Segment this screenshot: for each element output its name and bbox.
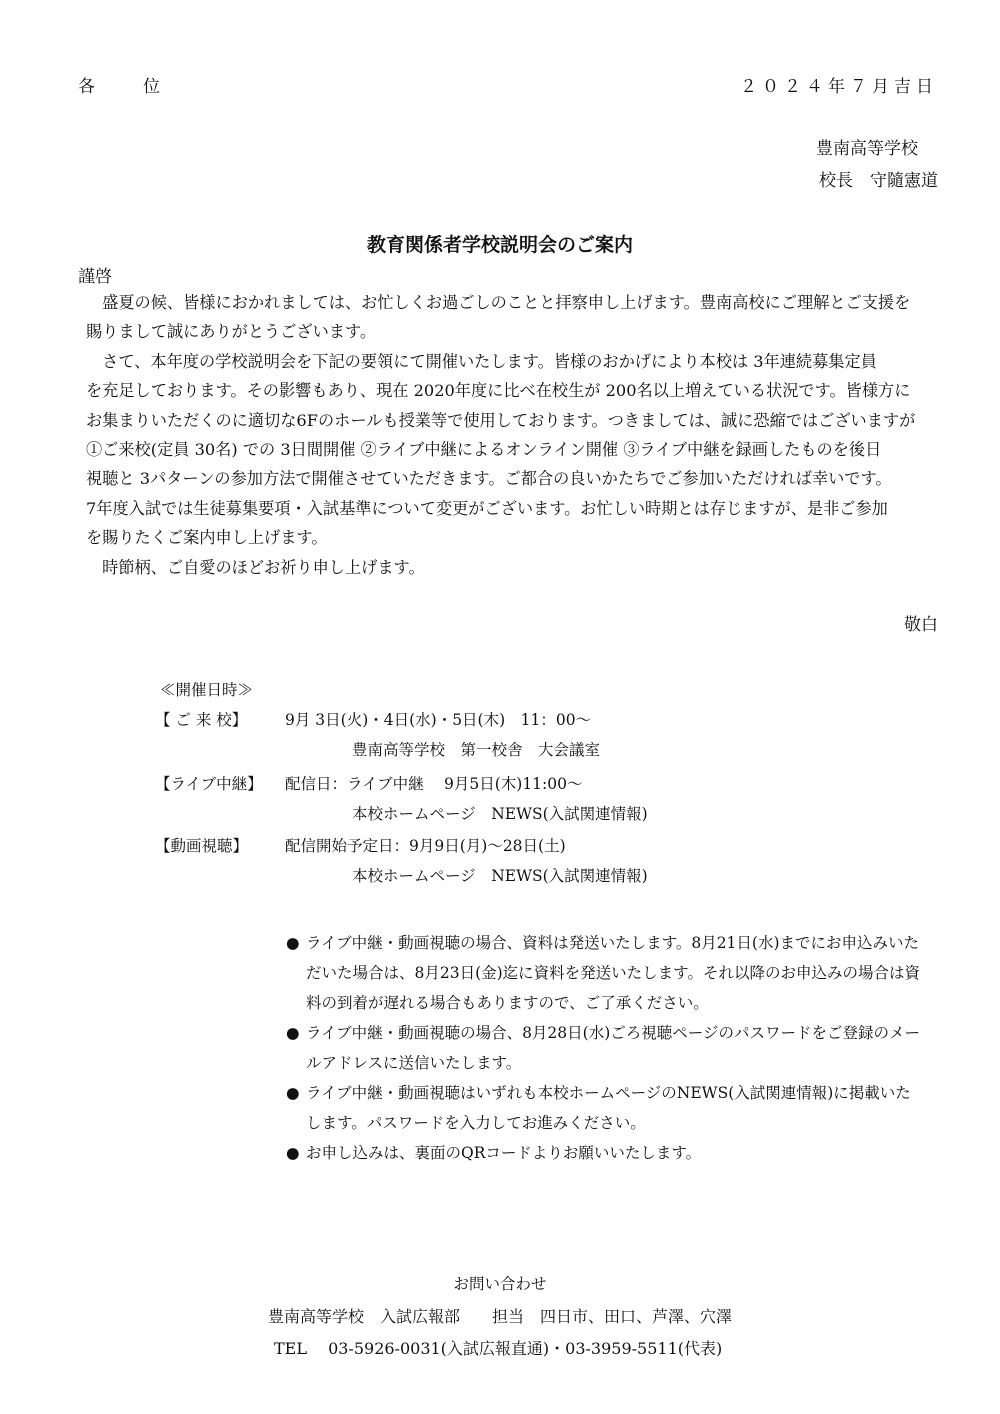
body-line: お集まりいただくのに適切な6Fのホールも授業等で使用しております。つきましては、誠に恐縮ではございますが — [86, 410, 916, 430]
issue-date: ２０２４年７月吉日 — [740, 77, 938, 97]
sender-school: 豊南高等学校 — [816, 139, 918, 159]
schedule-video-place: 本校ホームページ NEWS(入試関連情報) — [352, 867, 648, 885]
addressee: 各位 — [78, 77, 208, 97]
body-line: さて、本年度の学校説明会を下記の要領にて開催いたします。皆様のおかげにより本校は 3年連続募集定員 — [86, 351, 877, 371]
body-line: 7年度入試では生徒募集要項・入試基準について変更がございます。お忙しい時期とは存じますが、是非ご参加 — [86, 498, 888, 518]
closing-word: 敬白 — [904, 615, 938, 635]
note-item — [286, 928, 926, 1018]
bullet-icon: ● — [286, 1024, 300, 1042]
note-text: お申し込みは、裏面のQRコードよりお願いいたします。 — [306, 1144, 702, 1162]
bullet-icon: ● — [286, 1144, 300, 1162]
body-line: ①ご来校(定員 30名) での 3日間開催 ②ライブ中継によるオンライン開催 ③ライブ中継を録画したものを後日 — [86, 440, 882, 460]
note-text: ライブ中継・動画視聴の場合、8月28日(水)ごろ視聴ページのパスワードをご登録のメールアドレスに送信いたします。 — [306, 1024, 920, 1072]
body-line: 視聴と 3パターンの参加方法で開催させていただきます。ご都合の良いかたちでご参加いただければ幸いです。 — [86, 469, 892, 489]
opening-greeting: 謹啓 — [78, 267, 112, 287]
schedule-video-date: 配信開始予定日：9月9日(月)～28日(土) — [285, 837, 566, 855]
schedule-visit-row — [155, 708, 591, 730]
body-line: 賜りまして誠にありがとうございます。 — [86, 322, 377, 342]
note-text: ライブ中継・動画視聴の場合、資料は発送いたします。8月21日(水)までにお申込みいただいた場合は、8月23日(金)迄に資料を発送いたします。それ以降のお申込みの場合は資料の到着が遅れる場合もありますので、ご了承ください。 — [306, 934, 920, 1012]
notes-list — [286, 928, 926, 1168]
body-line: 盛夏の候、皆様におかれましては、お忙しくお過ごしのことと拝察申し上げます。豊南高校にご理解とご支援を — [86, 293, 911, 312]
schedule-video-row — [155, 834, 566, 856]
sender-principal: 校長 守隨憲道 — [819, 171, 938, 191]
schedule-visit-label: 【 ご 来 校】 — [155, 711, 248, 729]
body-line: を賜りたくご案内申し上げます。 — [86, 528, 328, 548]
schedule-visit-date: 9月 3日(火)・4日(水)・5日(木) 11：00～ — [285, 711, 592, 729]
body-line: を充足しております。その影響もあり、現在 2020年度に比べ在校生が 200名以上増えている状況です。皆様方に — [86, 381, 911, 401]
bullet-icon: ● — [286, 934, 300, 952]
schedule-video-label: 【動画視聴】 — [155, 837, 249, 855]
schedule-visit-place: 豊南高等学校 第一校舎 大会議室 — [352, 741, 601, 759]
document-title: 教育関係者学校説明会のご案内 — [366, 234, 633, 256]
schedule-heading: ≪開催日時≫ — [160, 681, 254, 699]
letter-body — [86, 288, 946, 582]
schedule-live-label: 【ライブ中継】 — [155, 775, 263, 793]
contact-heading: お問い合わせ — [453, 1275, 547, 1293]
note-item — [286, 1138, 926, 1168]
note-text: ライブ中継・動画視聴はいずれも本校ホームページのNEWS(入試関連情報)に掲載いたします。パスワードを入力してお進みください。 — [306, 1084, 911, 1132]
note-item — [286, 1078, 926, 1138]
note-item — [286, 1018, 926, 1078]
body-line: 時節柄、ご自愛のほどお祈り申し上げます。 — [86, 557, 425, 577]
schedule-live-date: 配信日：ライブ中継 9月5日(木)11:00～ — [285, 775, 583, 793]
contact-phone: TEL 03-5926-0031(入試広報直通)・03-3959-5511(代表) — [274, 1339, 723, 1358]
contact-department: 豊南高等学校 入試広報部 担当 四日市、田口、芦澤、穴澤 — [268, 1307, 733, 1326]
schedule-live-place: 本校ホームページ NEWS(入試関連情報) — [352, 805, 648, 823]
bullet-icon: ● — [286, 1084, 300, 1102]
schedule-live-row — [155, 772, 582, 794]
